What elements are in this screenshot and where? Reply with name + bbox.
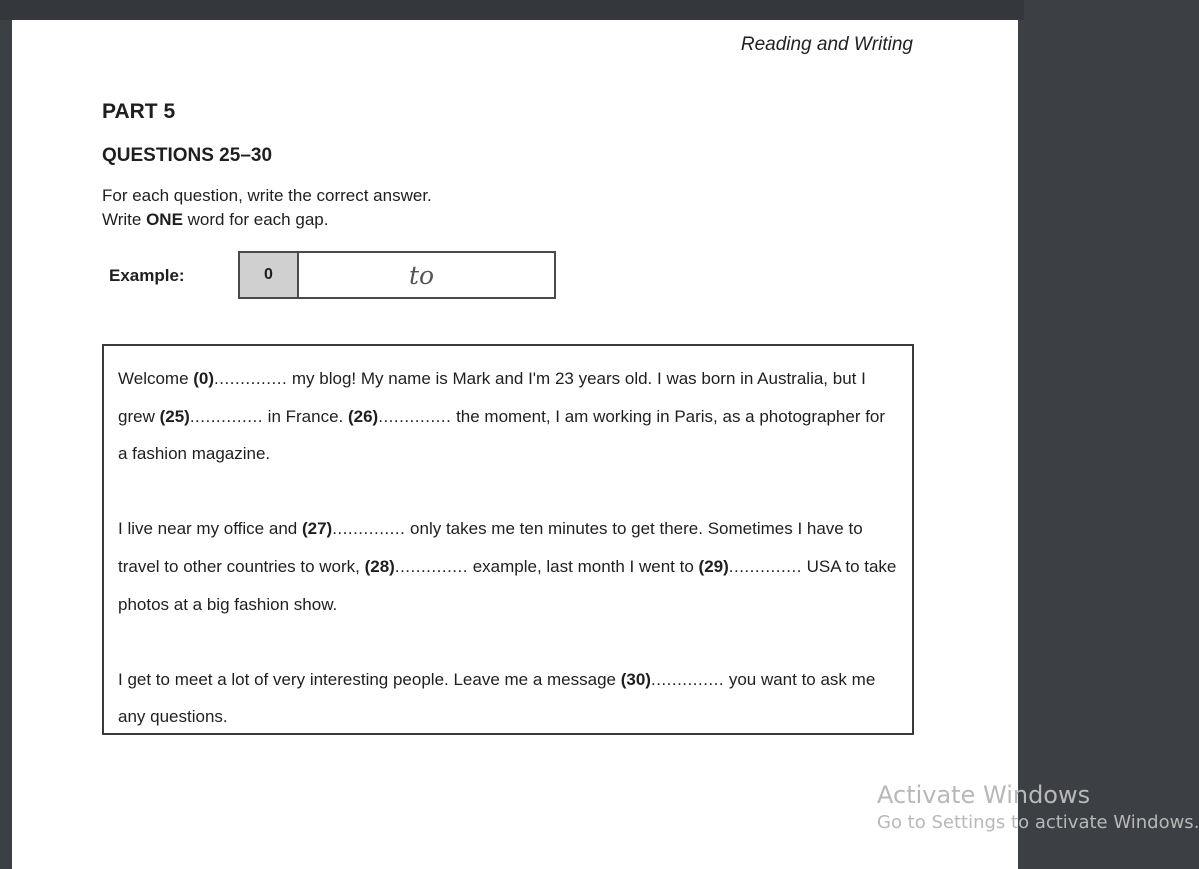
passage-text: the moment, I am working in Paris, as a photographer for a fashion magazine.	[118, 406, 886, 464]
passage-box	[102, 344, 914, 735]
answer-gap-28[interactable]: ..............	[394, 556, 468, 576]
answer-gap-26[interactable]: ..............	[378, 406, 452, 426]
example-number: 0	[240, 253, 299, 297]
passage-paragraph-1	[118, 360, 898, 473]
part-title: PART 5	[102, 100, 176, 123]
answer-gap-27[interactable]: ..............	[332, 519, 406, 539]
question-number-25: (25)	[159, 406, 190, 426]
passage-text: you want to ask me any questions.	[118, 669, 876, 727]
passage-text: in France.	[262, 406, 348, 426]
answer-gap-0: ..............	[214, 369, 288, 388]
instructions	[102, 184, 432, 232]
question-number-28: (28)	[364, 556, 395, 576]
example-answer: to	[408, 260, 435, 290]
instruction-line-1: For each question, write the correct answer.	[102, 186, 432, 205]
document-page	[12, 20, 1199, 869]
passage-paragraph-2	[118, 510, 898, 623]
instruction-emphasis: ONE	[146, 210, 183, 229]
activation-watermark	[877, 780, 1199, 836]
passage-text: my blog! My name is Mark and I'm 23 years old. I was born in Australia, but I grew	[118, 369, 866, 426]
question-number-26: (26)	[347, 406, 379, 426]
section-header: Reading and Writing	[740, 34, 913, 55]
passage-text: only takes me ten minutes to get there. Sometimes I have to travel to other countries to work,	[118, 519, 863, 576]
question-number-27: (27)	[301, 519, 333, 539]
questions-range: QUESTIONS 25–30	[102, 145, 273, 166]
passage-text: USA to take photos at a big fashion show.	[118, 556, 897, 614]
question-number-0: (0)	[193, 369, 215, 388]
example-label: Example:	[109, 266, 185, 285]
passage-paragraph-3	[118, 661, 898, 736]
question-number-30: (30)	[620, 669, 651, 689]
answer-gap-29[interactable]: ..............	[728, 556, 802, 576]
instruction-text: word for each gap.	[182, 210, 329, 229]
watermark-title: Activate Windows	[877, 781, 1091, 809]
passage-text: example, last month I went to	[467, 556, 699, 576]
passage-text: I live near my office and	[118, 519, 302, 539]
instruction-text: Write	[102, 210, 147, 229]
passage-text: Welcome	[118, 369, 194, 388]
passage-text: I get to meet a lot of very interesting people. Leave me a message	[118, 669, 621, 689]
question-number-29: (29)	[698, 556, 729, 576]
example-answer-box	[238, 251, 556, 299]
instruction-line-2	[102, 208, 432, 232]
answer-gap-30[interactable]: ..............	[650, 669, 725, 689]
watermark-subtitle: Go to Settings to activate Windows.	[877, 812, 1199, 833]
viewer-toolbar	[0, 0, 1024, 20]
answer-gap-25[interactable]: ..............	[189, 406, 263, 426]
